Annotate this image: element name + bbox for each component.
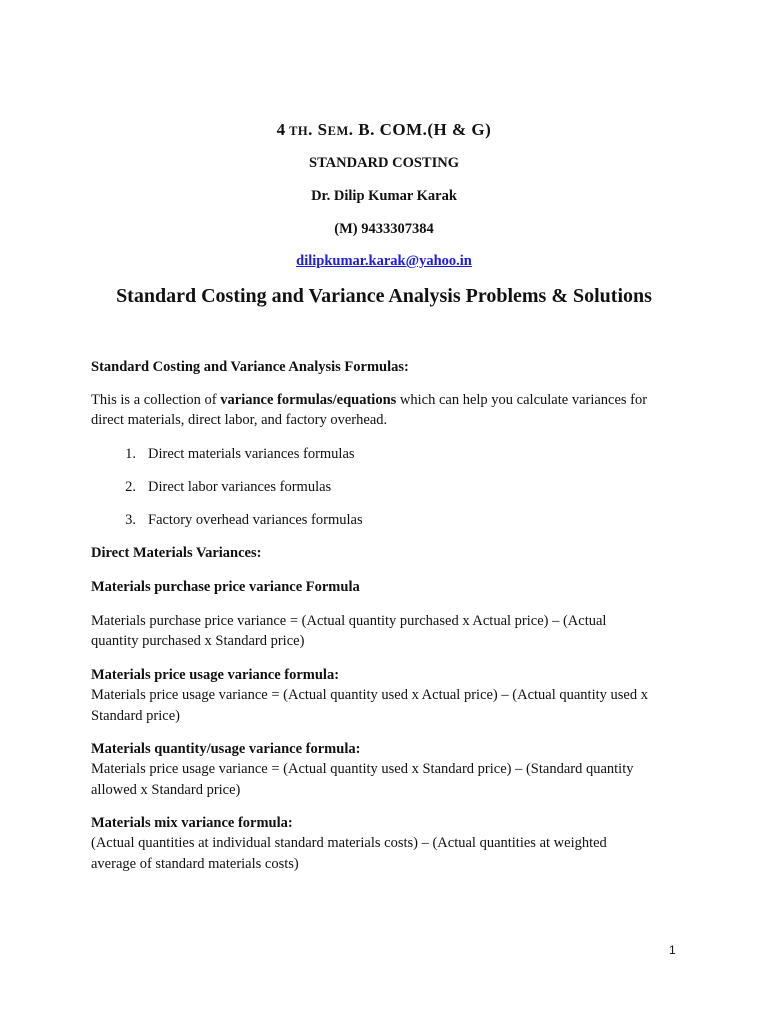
intro-line-1 [91, 390, 647, 411]
list-text: Factory overhead variances formulas [148, 512, 363, 528]
mobile: (M) 9433307384 [334, 221, 434, 237]
subject: STANDARD COSTING [309, 155, 459, 171]
formula-line: Materials purchase price variance = (Actual quantity purchased x Actual price) – (Actual [91, 613, 607, 629]
intro-bold: variance formulas/equations [220, 392, 397, 408]
list-item [112, 477, 331, 498]
dm-heading: Direct Materials Variances: [91, 545, 262, 561]
course-part: . B. COM.(H & G) [348, 120, 492, 139]
formula-line: average of standard materials costs) [91, 856, 299, 872]
list-item [112, 444, 355, 465]
course-part: EM [327, 124, 349, 138]
formula-heading: Materials price usage variance formula: [91, 667, 340, 683]
intro-text: This is a collection of [91, 392, 221, 408]
formula-heading: Materials purchase price variance Formula [91, 579, 360, 595]
course-part: 4 [276, 120, 286, 139]
intro-text: which can help you calculate variances for [396, 392, 648, 408]
formula-heading: Materials quantity/usage variance formula: [91, 741, 361, 757]
formula-line: Standard price) [91, 708, 180, 724]
page-number: 1 [669, 943, 676, 957]
course-part: . S [308, 120, 328, 139]
list-number: 2. [125, 479, 136, 495]
list-number: 3. [125, 512, 136, 528]
list-number: 1. [125, 446, 136, 462]
formula-line: (Actual quantities at individual standard materials costs) – (Actual quantities at weighted [91, 835, 607, 851]
list-text: Direct labor variances formulas [148, 479, 332, 495]
formula-line: allowed x Standard price) [91, 782, 241, 798]
formula-heading: Materials mix variance formula: [91, 815, 293, 831]
formula-line: Materials price usage variance = (Actual quantity used x Actual price) – (Actual quantity used x [91, 687, 648, 703]
section-heading: Standard Costing and Variance Analysis Formulas: [91, 359, 409, 375]
course-part: TH [285, 124, 309, 138]
formula-line: Materials price usage variance = (Actual quantity used x Standard price) – (Standard quantity [91, 761, 634, 777]
page-title: Standard Costing and Variance Analysis Problems & Solutions [116, 285, 652, 307]
formula-line: quantity purchased x Standard price) [91, 633, 305, 649]
email-link[interactable]: dilipkumar.karak@yahoo.in [296, 253, 472, 269]
intro-line-2: direct materials, direct labor, and factory overhead. [91, 412, 388, 428]
list-item [112, 510, 363, 531]
author: Dr. Dilip Kumar Karak [311, 188, 457, 204]
course-line [0, 120, 768, 140]
list-text: Direct materials variances formulas [148, 446, 355, 462]
